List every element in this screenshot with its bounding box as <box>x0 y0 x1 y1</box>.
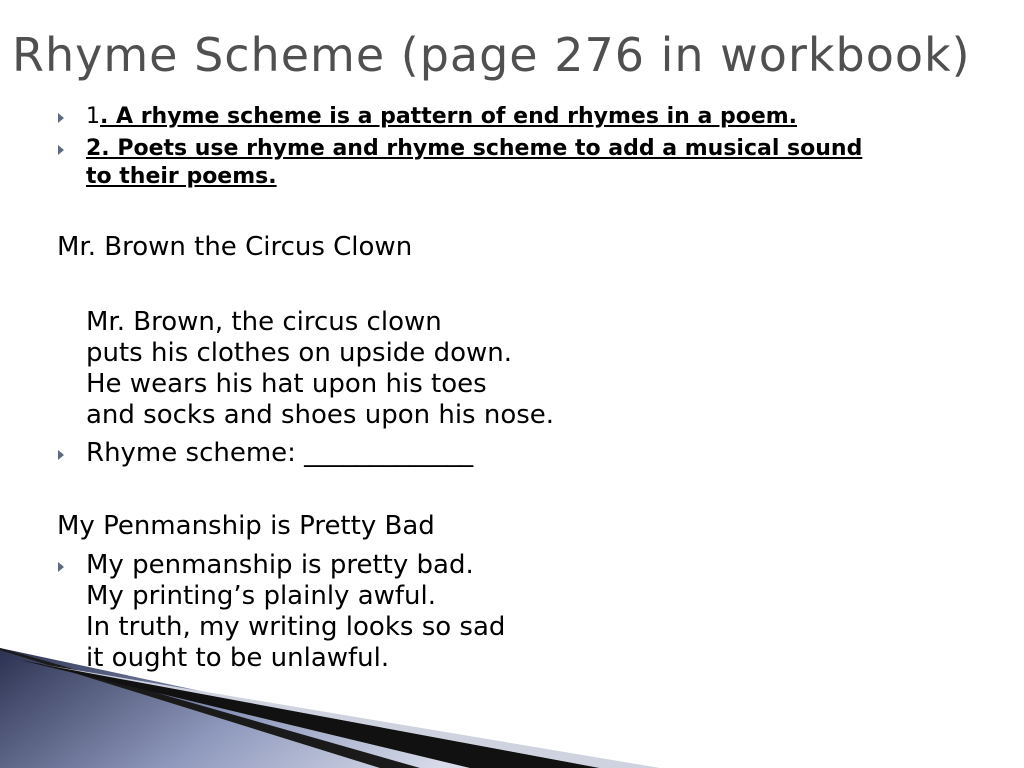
point-1 <box>86 104 797 129</box>
point-1-text: . A rhyme scheme is a pattern of end rhymes in a poem. <box>100 104 798 129</box>
bullet-icon <box>58 562 64 572</box>
poem-2-line-2: My printing’s plainly awful. <box>86 581 437 611</box>
poem-2-title: My Penmanship is Pretty Bad <box>57 511 435 541</box>
poem-1-title: Mr. Brown the Circus Clown <box>57 232 413 262</box>
poem-1-line-4: and socks and shoes upon his nose. <box>86 400 555 430</box>
point-2-line-2: to their poems. <box>86 164 277 189</box>
slide-title: Rhyme Scheme (page 276 in workbook) <box>12 28 971 82</box>
bullet-icon <box>58 113 64 123</box>
poem-2-line-1: My penmanship is pretty bad. <box>86 550 474 580</box>
rhyme-scheme-prompt: Rhyme scheme: _____________ <box>86 438 474 468</box>
poem-2-line-4: it ought to be unlawful. <box>86 643 390 673</box>
poem-1-line-2: puts his clothes on upside down. <box>86 338 512 368</box>
poem-1-line-1: Mr. Brown, the circus clown <box>86 307 442 337</box>
point-2-line-1: 2. Poets use rhyme and rhyme scheme to add a musical sound <box>86 136 863 161</box>
bullet-icon <box>58 145 64 155</box>
poem-2-line-3: In truth, my writing looks so sad <box>86 612 506 642</box>
bullet-icon <box>58 450 64 460</box>
poem-1-line-3: He wears his hat upon his toes <box>86 369 487 399</box>
point-1-number: 1 <box>86 104 100 129</box>
